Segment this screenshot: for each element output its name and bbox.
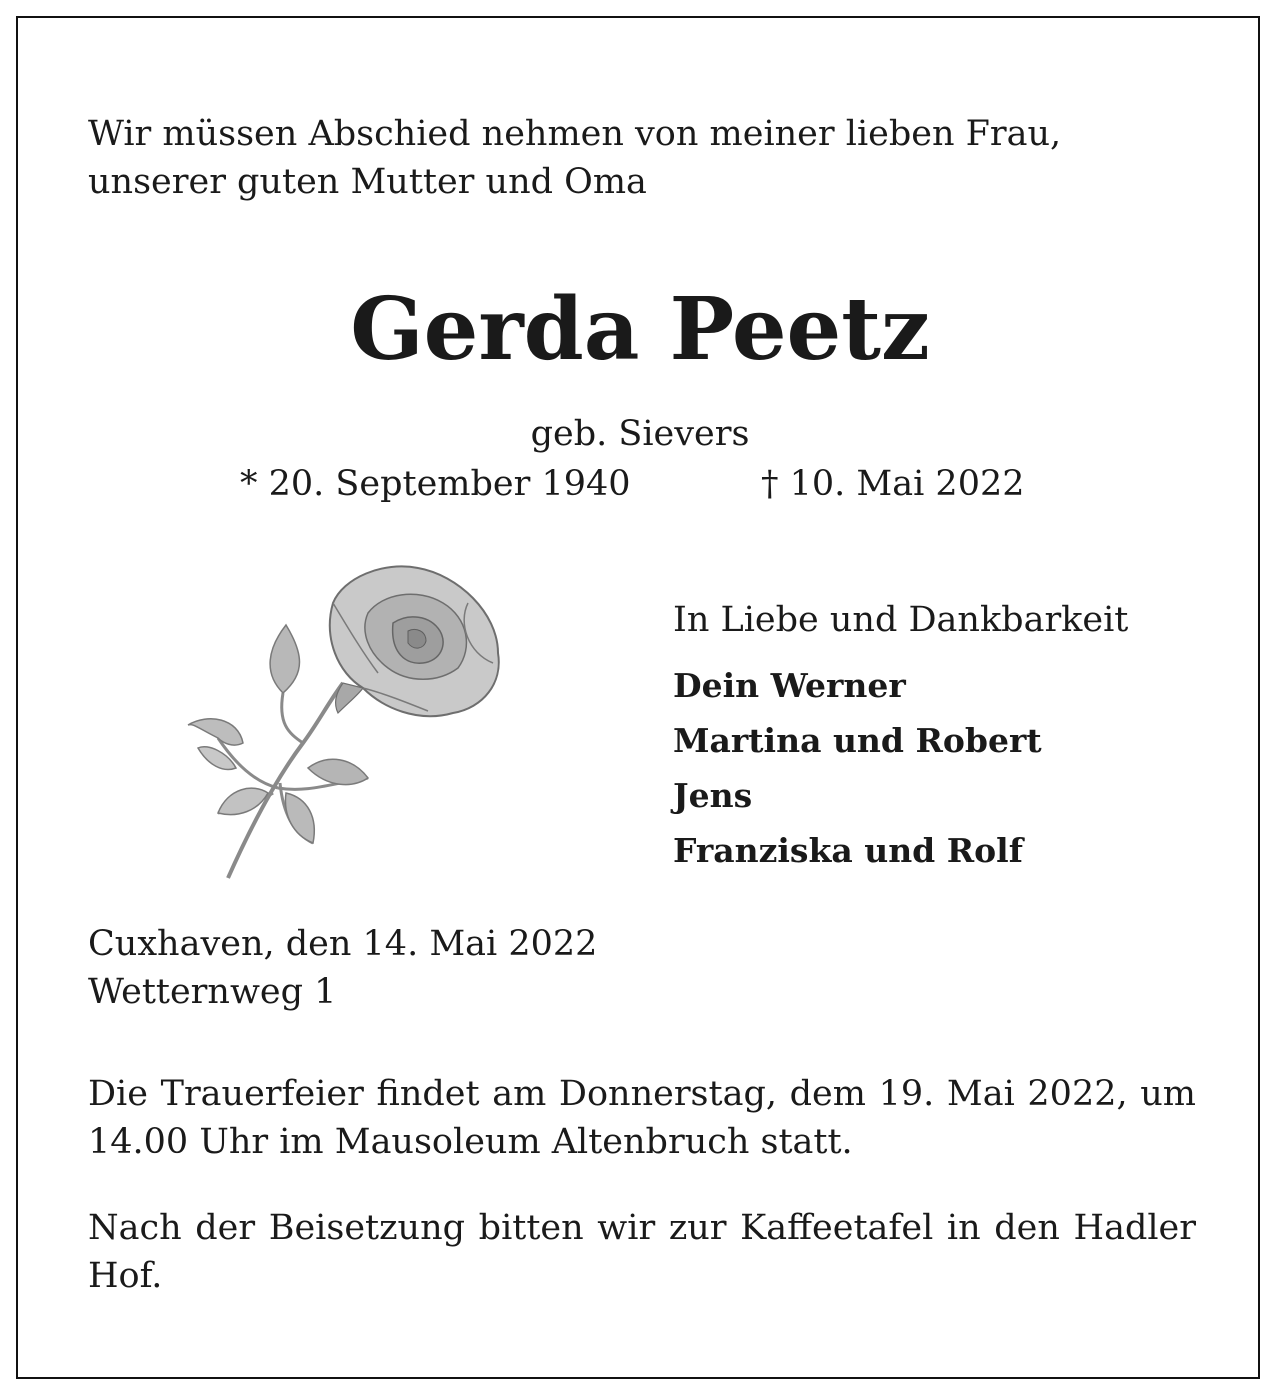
birth-date: * 20. September 1940 xyxy=(240,464,631,504)
obituary-frame xyxy=(16,16,1260,1379)
maiden-name: geb. Sievers xyxy=(530,414,750,454)
intro-line-1: Wir müssen Abschied nehmen von meiner lieben Frau, xyxy=(88,114,1062,154)
ceremony-info: Die Trauerfeier findet am Donnerstag, dem 19. Mai 2022, um 14.00 Uhr im Mausoleum Altenbruch statt. xyxy=(88,1074,1196,1162)
dedication: In Liebe und Dankbarkeit xyxy=(673,600,1129,640)
family-signatures xyxy=(673,596,1128,878)
reception-info: Nach der Beisetzung bitten wir zur Kaffeetafel in den Hadler Hof. xyxy=(88,1208,1196,1296)
family-member: Martina und Robert xyxy=(673,721,1042,760)
family-member: Franziska und Rolf xyxy=(673,831,1023,870)
intro-line-2: unserer guten Mutter und Oma xyxy=(88,162,647,202)
deceased-name: Gerda Peetz xyxy=(350,279,930,380)
address: Wetternweg 1 xyxy=(88,972,337,1012)
place-and-address xyxy=(88,920,597,1016)
intro-text xyxy=(88,110,1198,206)
family-member: Dein Werner xyxy=(673,666,906,705)
place-date: Cuxhaven, den 14. Mai 2022 xyxy=(88,924,598,964)
rose-icon xyxy=(168,543,508,893)
death-date: † 10. Mai 2022 xyxy=(761,464,1025,504)
family-member: Jens xyxy=(673,776,753,815)
